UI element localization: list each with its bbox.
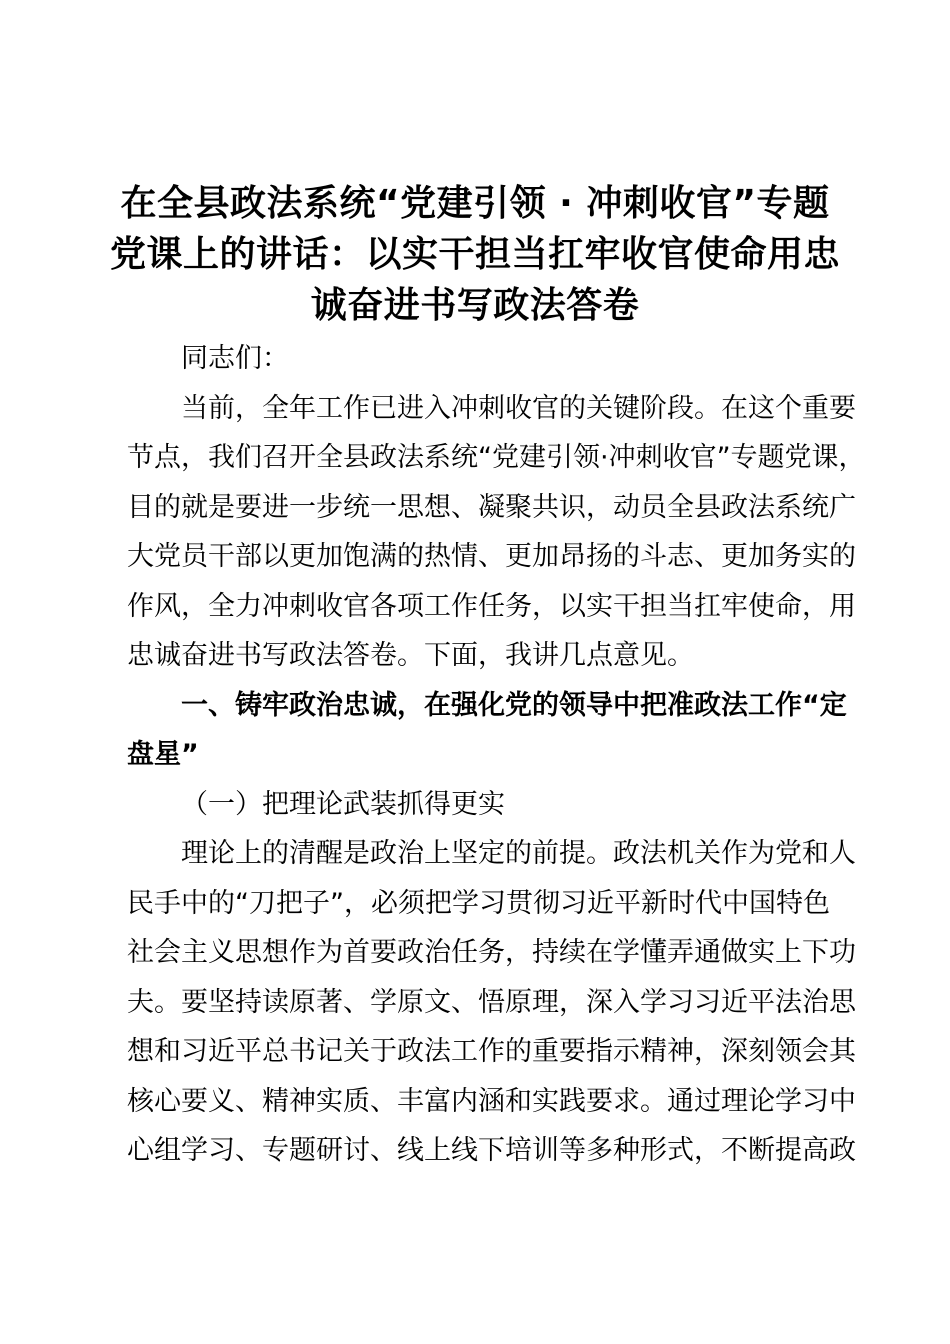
intro-paragraph — [127, 384, 866, 681]
section-heading-line: 一、铸牢政治忠诚，在强化党的领导中把准政法工作“定 — [181, 689, 847, 721]
title-line: 诚奋进书写政法答卷 — [310, 285, 640, 326]
title-line: 在全县政法系统“党建引领 · 冲刺收官”专题 — [120, 183, 830, 224]
text-line: 目的就是要进一步统一思想、凝聚共识，动员全县政法系统广 — [127, 491, 856, 523]
salutation: 同志们： — [181, 343, 289, 374]
text-line: 社会主义思想作为首要政治任务，持续在学懂弄通做实上下功 — [127, 937, 856, 968]
text-line: 民手中的“刀把子”，必须把学习贯彻习近平新时代中国特色 — [127, 887, 830, 919]
text-line: 忠诚奋进书写政法答卷。下面，我讲几点意见。 — [127, 640, 694, 671]
document-title — [110, 178, 840, 331]
text-line: 当前，全年工作已进入冲刺收官的关键阶段。在这个重要 — [181, 392, 856, 424]
text-line: 想和习近平总书记关于政法工作的重要指示精神，深刻领会其 — [127, 1036, 856, 1067]
text-line: 理论上的清醒是政治上坚定的前提。政法机关作为党和人 — [181, 838, 856, 869]
subsection-heading: （一）把理论武装抓得更实 — [181, 788, 505, 820]
section-heading — [127, 681, 847, 780]
salutation-paragraph — [127, 334, 833, 384]
text-line: 核心要义、精神实质、丰富内涵和实践要求。通过理论学习中 — [127, 1085, 856, 1117]
text-line: 大党员干部以更加饱满的热情、更加昂扬的斗志、更加务实的 — [127, 541, 856, 572]
text-line: 心组学习、专题研讨、线上线下培训等多种形式，不断提高政 — [127, 1135, 856, 1166]
text-line: 夫。要坚持读原著、学原文、悟原理，深入学习习近平法治思 — [127, 986, 856, 1018]
subsection-heading-paragraph — [127, 780, 833, 830]
title-line: 党课上的讲话：以实干担当扛牢收官使命用忠 — [110, 234, 841, 275]
document-body — [127, 334, 866, 1176]
text-line: 节点，我们召开全县政法系统“党建引领·冲刺收官”专题党课， — [127, 442, 866, 473]
section-heading-line: 盘星” — [127, 739, 199, 770]
text-line: 作风，全力冲刺收官各项工作任务，以实干担当扛牢使命，用 — [127, 590, 856, 622]
subsection-body-paragraph — [127, 829, 856, 1176]
